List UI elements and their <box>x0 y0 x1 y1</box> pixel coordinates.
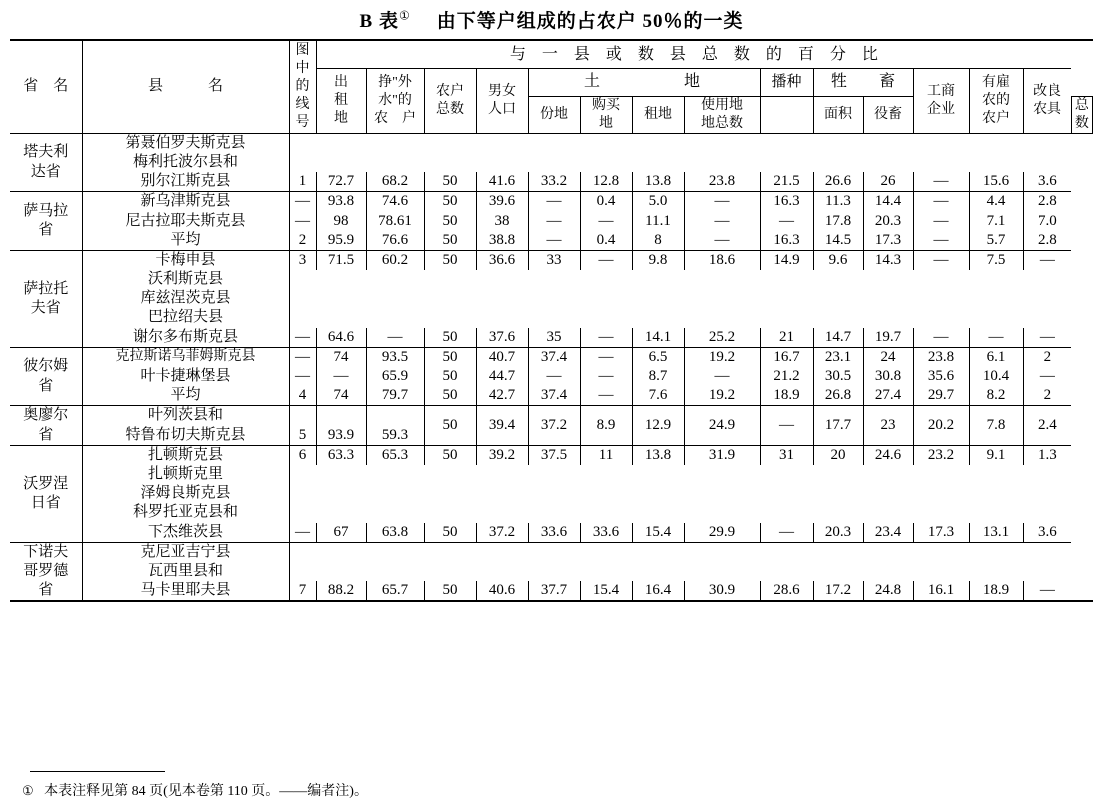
cell-sow-area: 18.9 <box>760 386 813 406</box>
table-row <box>10 445 1093 465</box>
cell-livestock-total: 27.4 <box>863 386 913 406</box>
cell-rent-out: 64.6 <box>316 328 366 348</box>
cell-population: 39.2 <box>476 445 528 465</box>
cell-industry: — <box>913 250 969 270</box>
cell-livestock-total: 23.4 <box>863 523 913 543</box>
cell-households: 50 <box>424 386 476 406</box>
table-row <box>10 562 1093 581</box>
cell-line-no: — <box>289 328 316 348</box>
county-cell: 扎顿斯克县 <box>82 445 289 465</box>
cell-draft: 17.2 <box>813 581 863 601</box>
cell-draft: 20 <box>813 445 863 465</box>
cell-share-land: 37.7 <box>528 581 580 601</box>
empty-cells <box>289 465 1071 484</box>
county-cell: 巴拉绍夫县 <box>82 308 289 327</box>
cell-line-no: 3 <box>289 250 316 270</box>
cell-households: 50 <box>424 581 476 601</box>
cell-earn-water: — <box>366 328 424 348</box>
cell-line-no: — <box>289 212 316 231</box>
cell-industry: — <box>913 231 969 251</box>
cell-livestock-total: 19.7 <box>863 328 913 348</box>
cell-bought-land: 8.9 <box>580 406 632 445</box>
cell-line-no: 4 <box>289 386 316 406</box>
cell-bought-land: 12.8 <box>580 172 632 192</box>
county-cell: 梅利托波尔县和 <box>82 153 289 172</box>
table-row <box>10 386 1093 406</box>
cell-livestock-total: 23 <box>863 406 913 445</box>
cell-tools: 7.0 <box>1023 212 1071 231</box>
table-row <box>10 406 1093 426</box>
cell-population: 44.7 <box>476 367 528 386</box>
cell-industry: — <box>913 172 969 192</box>
table-row <box>10 212 1093 231</box>
cell-share-land: 33.2 <box>528 172 580 192</box>
cell-industry: 20.2 <box>913 406 969 445</box>
footnote <box>22 780 368 800</box>
cell-industry: 23.8 <box>913 347 969 367</box>
cell-industry: — <box>913 192 969 212</box>
cell-rented-land: 8 <box>632 231 684 251</box>
cell-rented-land: 5.0 <box>632 192 684 212</box>
province-cell: 彼尔姆 省 <box>10 347 82 406</box>
cell-tools: 2 <box>1023 347 1071 367</box>
county-cell: 平均 <box>82 231 289 251</box>
table-row <box>10 328 1093 348</box>
cell-line-no: 2 <box>289 231 316 251</box>
cell-hired: 15.6 <box>969 172 1023 192</box>
table-row <box>10 484 1093 503</box>
table-row <box>10 153 1093 172</box>
header-livestock-total: 总数 <box>1071 96 1092 133</box>
cell-hired: 7.5 <box>969 250 1023 270</box>
cell-tools: 2.8 <box>1023 192 1071 212</box>
cell-livestock-total: 24 <box>863 347 913 367</box>
county-cell: 叶卡捷琳堡县 <box>82 367 289 386</box>
cell-sow-area: 16.3 <box>760 192 813 212</box>
empty-cell <box>366 406 424 426</box>
title-note-marker: ① <box>398 8 411 23</box>
cell-sow-area: — <box>760 212 813 231</box>
cell-rented-land: 16.4 <box>632 581 684 601</box>
cell-households: 50 <box>424 406 476 445</box>
cell-draft: 17.7 <box>813 406 863 445</box>
cell-hired: 10.4 <box>969 367 1023 386</box>
cell-sow-area: 14.9 <box>760 250 813 270</box>
cell-sow-area: 16.3 <box>760 231 813 251</box>
header-used-land-total: 使用地 地总数 <box>684 96 760 133</box>
county-cell: 别尔江斯克县 <box>82 172 289 192</box>
cell-sow-area: 21.2 <box>760 367 813 386</box>
cell-households: 50 <box>424 445 476 465</box>
footnote-rule <box>30 771 165 772</box>
header-share-land: 份地 <box>528 96 580 133</box>
cell-tools: 3.6 <box>1023 523 1071 543</box>
county-cell: 瓦西里县和 <box>82 562 289 581</box>
cell-tools: — <box>1023 328 1071 348</box>
header-draft-animals: 役畜 <box>863 96 913 133</box>
table-row <box>10 523 1093 543</box>
footnote-text: 本表注释见第 84 页(见本卷第 110 页。——编者注)。 <box>44 784 368 799</box>
cell-livestock-total: 26 <box>863 172 913 192</box>
header-households-total: 农户 总数 <box>424 69 476 133</box>
cell-tools: — <box>1023 581 1071 601</box>
province-cell: 沃罗涅 日省 <box>10 445 82 542</box>
cell-livestock-total: 20.3 <box>863 212 913 231</box>
cell-hired: 18.9 <box>969 581 1023 601</box>
county-cell: 马卡里耶夫县 <box>82 581 289 601</box>
cell-hired: 13.1 <box>969 523 1023 543</box>
cell-used-land: 18.6 <box>684 250 760 270</box>
table-row <box>10 133 1093 153</box>
cell-industry: — <box>913 212 969 231</box>
cell-population: 39.6 <box>476 192 528 212</box>
cell-bought-land: — <box>580 328 632 348</box>
cell-population: 37.2 <box>476 523 528 543</box>
county-cell: 特鲁布切夫斯克县 <box>82 426 289 446</box>
cell-share-land: 37.5 <box>528 445 580 465</box>
cell-industry: 17.3 <box>913 523 969 543</box>
county-cell: 尼古拉耶夫斯克县 <box>82 212 289 231</box>
county-cell: 卡梅申县 <box>82 250 289 270</box>
cell-bought-land: — <box>580 212 632 231</box>
cell-used-land: 24.9 <box>684 406 760 445</box>
cell-share-land: 37.4 <box>528 347 580 367</box>
header-group-percent: 与 一 县 或 数 县 总 数 的 百 分 比 <box>316 40 1071 69</box>
cell-bought-land: 0.4 <box>580 192 632 212</box>
cell-line-no: 6 <box>289 445 316 465</box>
cell-share-land: 37.2 <box>528 406 580 445</box>
empty-cells <box>289 308 1071 327</box>
cell-industry: 35.6 <box>913 367 969 386</box>
empty-cells <box>289 542 1071 562</box>
cell-draft: 14.5 <box>813 231 863 251</box>
cell-population: 38.8 <box>476 231 528 251</box>
cell-households: 50 <box>424 172 476 192</box>
cell-population: 37.6 <box>476 328 528 348</box>
cell-share-land: 33 <box>528 250 580 270</box>
province-cell: 奥廖尔 省 <box>10 406 82 445</box>
county-cell: 库兹涅茨克县 <box>82 289 289 308</box>
cell-used-land: 30.9 <box>684 581 760 601</box>
table-row <box>10 347 1093 367</box>
table-row <box>10 542 1093 562</box>
title-prefix: B 表 <box>359 11 399 32</box>
cell-rented-land: 11.1 <box>632 212 684 231</box>
cell-used-land: — <box>684 367 760 386</box>
statistics-table <box>10 39 1093 602</box>
header-group-sow: 播种 <box>760 69 813 96</box>
cell-draft: 26.6 <box>813 172 863 192</box>
cell-bought-land: — <box>580 367 632 386</box>
cell-sow-area: 31 <box>760 445 813 465</box>
cell-sow-area: 28.6 <box>760 581 813 601</box>
cell-rented-land: 6.5 <box>632 347 684 367</box>
cell-rent-out: 74 <box>316 386 366 406</box>
cell-rented-land: 13.8 <box>632 445 684 465</box>
table-row <box>10 503 1093 522</box>
cell-rented-land: 15.4 <box>632 523 684 543</box>
county-cell: 科罗托亚克县和 <box>82 503 289 522</box>
cell-line-no: 5 <box>289 426 316 446</box>
header-rent-out: 出 租 地 <box>316 69 366 133</box>
header-bought-land: 购买 地 <box>580 96 632 133</box>
cell-hired: 9.1 <box>969 445 1023 465</box>
cell-earn-water: 76.6 <box>366 231 424 251</box>
cell-share-land: — <box>528 231 580 251</box>
cell-earn-water: 68.2 <box>366 172 424 192</box>
table-row <box>10 367 1093 386</box>
empty-cells <box>289 562 1071 581</box>
county-cell: 泽姆良斯克县 <box>82 484 289 503</box>
cell-rented-land: 13.8 <box>632 172 684 192</box>
county-cell: 克拉斯诺乌菲姆斯克县 <box>82 347 289 367</box>
cell-population: 38 <box>476 212 528 231</box>
cell-rent-out: 72.7 <box>316 172 366 192</box>
header-improved-tools: 改良 农具 <box>1023 69 1071 133</box>
cell-livestock-total: 24.6 <box>863 445 913 465</box>
header-sow-area: 面积 <box>813 96 863 133</box>
cell-share-land: — <box>528 367 580 386</box>
cell-hired: 5.7 <box>969 231 1023 251</box>
cell-tools: 2.4 <box>1023 406 1071 445</box>
cell-line-no: — <box>289 192 316 212</box>
cell-bought-land: 15.4 <box>580 581 632 601</box>
cell-used-land: 25.2 <box>684 328 760 348</box>
cell-share-land: — <box>528 192 580 212</box>
table-row <box>10 172 1093 192</box>
cell-industry: 29.7 <box>913 386 969 406</box>
county-cell: 扎顿斯克里 <box>82 465 289 484</box>
empty-cells <box>289 270 1071 289</box>
cell-rent-out: 71.5 <box>316 250 366 270</box>
county-cell: 新乌津斯克县 <box>82 192 289 212</box>
cell-households: 50 <box>424 231 476 251</box>
cell-share-land: — <box>528 212 580 231</box>
cell-draft: 30.5 <box>813 367 863 386</box>
cell-line-no: 7 <box>289 581 316 601</box>
cell-industry: — <box>913 328 969 348</box>
cell-share-land: 35 <box>528 328 580 348</box>
header-county: 县 名 <box>82 40 289 133</box>
title-text: 由下等户组成的占农户 50％的一类 <box>436 11 744 32</box>
county-cell: 谢尔多布斯克县 <box>82 328 289 348</box>
cell-households: 50 <box>424 367 476 386</box>
empty-cell <box>289 406 316 426</box>
province-cell: 塔夫利 达省 <box>10 133 82 192</box>
cell-tools: 3.6 <box>1023 172 1071 192</box>
province-cell: 萨马拉 省 <box>10 192 82 251</box>
cell-sow-area: — <box>760 406 813 445</box>
header-row-1 <box>10 40 1093 69</box>
cell-livestock-total: 14.3 <box>863 250 913 270</box>
footnote-marker: ① <box>22 783 34 798</box>
empty-cells <box>289 484 1071 503</box>
cell-rented-land: 7.6 <box>632 386 684 406</box>
cell-tools: 2 <box>1023 386 1071 406</box>
table-row <box>10 250 1093 270</box>
cell-households: 50 <box>424 212 476 231</box>
cell-used-land: — <box>684 231 760 251</box>
cell-used-land: 23.8 <box>684 172 760 192</box>
header-rented-land: 租地 <box>632 96 684 133</box>
table-row <box>10 308 1093 327</box>
county-cell: 叶列茨县和 <box>82 406 289 426</box>
header-earn-outside-water: 挣"外 水"的 农 户 <box>366 69 424 133</box>
cell-used-land: 31.9 <box>684 445 760 465</box>
cell-households: 50 <box>424 347 476 367</box>
cell-line-no: 1 <box>289 172 316 192</box>
cell-line-no: — <box>289 367 316 386</box>
cell-line-no: — <box>289 347 316 367</box>
table-row <box>10 192 1093 212</box>
table-row <box>10 465 1093 484</box>
county-cell: 第聂伯罗夫斯克县 <box>82 133 289 153</box>
county-cell: 沃利斯克县 <box>82 270 289 289</box>
cell-earn-water: 93.5 <box>366 347 424 367</box>
cell-draft: 11.3 <box>813 192 863 212</box>
cell-tools: — <box>1023 250 1071 270</box>
cell-hired: 8.2 <box>969 386 1023 406</box>
header-group-livestock: 牲 畜 <box>813 69 913 96</box>
cell-livestock-total: 24.8 <box>863 581 913 601</box>
cell-rent-out: 98 <box>316 212 366 231</box>
cell-livestock-total: 17.3 <box>863 231 913 251</box>
cell-population: 40.7 <box>476 347 528 367</box>
cell-rent-out: 63.3 <box>316 445 366 465</box>
cell-earn-water: 79.7 <box>366 386 424 406</box>
cell-share-land: 33.6 <box>528 523 580 543</box>
cell-rented-land: 8.7 <box>632 367 684 386</box>
cell-rent-out: 74 <box>316 347 366 367</box>
cell-rented-land: 9.8 <box>632 250 684 270</box>
cell-population: 40.6 <box>476 581 528 601</box>
cell-hired: 6.1 <box>969 347 1023 367</box>
empty-cells <box>289 153 1071 172</box>
cell-sow-area: 16.7 <box>760 347 813 367</box>
cell-earn-water: 65.7 <box>366 581 424 601</box>
county-cell: 下杰维茨县 <box>82 523 289 543</box>
cell-hired: 7.1 <box>969 212 1023 231</box>
cell-rent-out: — <box>316 367 366 386</box>
cell-sow-area: 21 <box>760 328 813 348</box>
cell-earn-water: 65.3 <box>366 445 424 465</box>
cell-used-land: 19.2 <box>684 347 760 367</box>
empty-cells <box>289 289 1071 308</box>
cell-hired: 4.4 <box>969 192 1023 212</box>
cell-rent-out: 93.8 <box>316 192 366 212</box>
cell-livestock-total: 30.8 <box>863 367 913 386</box>
cell-bought-land: — <box>580 347 632 367</box>
county-cell: 平均 <box>82 386 289 406</box>
cell-earn-water: 78.61 <box>366 212 424 231</box>
cell-bought-land: 11 <box>580 445 632 465</box>
cell-used-land: 29.9 <box>684 523 760 543</box>
table-title <box>10 0 1093 39</box>
cell-population: 36.6 <box>476 250 528 270</box>
header-group-land: 土 地 <box>528 69 760 96</box>
cell-rent-out: 95.9 <box>316 231 366 251</box>
cell-line-no: — <box>289 523 316 543</box>
table-row <box>10 231 1093 251</box>
cell-used-land: — <box>684 192 760 212</box>
empty-cells <box>289 503 1071 522</box>
cell-earn-water: 60.2 <box>366 250 424 270</box>
cell-households: 50 <box>424 250 476 270</box>
header-hired-labour: 有雇 农的 农户 <box>969 69 1023 133</box>
cell-draft: 17.8 <box>813 212 863 231</box>
cell-bought-land: 0.4 <box>580 231 632 251</box>
cell-earn-water: 65.9 <box>366 367 424 386</box>
header-industry: 工商 企业 <box>913 69 969 133</box>
cell-population: 41.6 <box>476 172 528 192</box>
cell-tools: 2.8 <box>1023 231 1071 251</box>
header-population: 男女 人口 <box>476 69 528 133</box>
cell-households: 50 <box>424 192 476 212</box>
cell-population: 42.7 <box>476 386 528 406</box>
cell-rent-out: 67 <box>316 523 366 543</box>
province-cell: 萨拉托 夫省 <box>10 250 82 347</box>
empty-cell <box>316 406 366 426</box>
cell-earn-water: 59.3 <box>366 426 424 446</box>
province-cell: 下诺夫 哥罗德 省 <box>10 542 82 601</box>
cell-households: 50 <box>424 523 476 543</box>
cell-rent-out: 88.2 <box>316 581 366 601</box>
cell-industry: 23.2 <box>913 445 969 465</box>
header-province: 省 名 <box>10 40 82 133</box>
cell-used-land: — <box>684 212 760 231</box>
cell-rented-land: 14.1 <box>632 328 684 348</box>
cell-tools: 1.3 <box>1023 445 1071 465</box>
cell-tools: — <box>1023 367 1071 386</box>
cell-population: 39.4 <box>476 406 528 445</box>
cell-hired: — <box>969 328 1023 348</box>
cell-bought-land: 33.6 <box>580 523 632 543</box>
header-line-number: 图 中 的 线 号 <box>289 40 316 133</box>
cell-bought-land: — <box>580 386 632 406</box>
county-cell: 克尼亚吉宁县 <box>82 542 289 562</box>
cell-industry: 16.1 <box>913 581 969 601</box>
cell-sow-area: 21.5 <box>760 172 813 192</box>
cell-used-land: 19.2 <box>684 386 760 406</box>
cell-draft: 23.1 <box>813 347 863 367</box>
cell-sow-area: — <box>760 523 813 543</box>
cell-draft: 20.3 <box>813 523 863 543</box>
cell-share-land: 37.4 <box>528 386 580 406</box>
empty-cells <box>289 133 1071 153</box>
cell-rent-out: 93.9 <box>316 426 366 446</box>
cell-livestock-total: 14.4 <box>863 192 913 212</box>
cell-rented-land: 12.9 <box>632 406 684 445</box>
cell-earn-water: 74.6 <box>366 192 424 212</box>
cell-households: 50 <box>424 328 476 348</box>
cell-earn-water: 63.8 <box>366 523 424 543</box>
cell-bought-land: — <box>580 250 632 270</box>
table-row <box>10 270 1093 289</box>
table-row <box>10 581 1093 601</box>
cell-draft: 14.7 <box>813 328 863 348</box>
table-row <box>10 289 1093 308</box>
cell-draft: 9.6 <box>813 250 863 270</box>
cell-hired: 7.8 <box>969 406 1023 445</box>
cell-draft: 26.8 <box>813 386 863 406</box>
